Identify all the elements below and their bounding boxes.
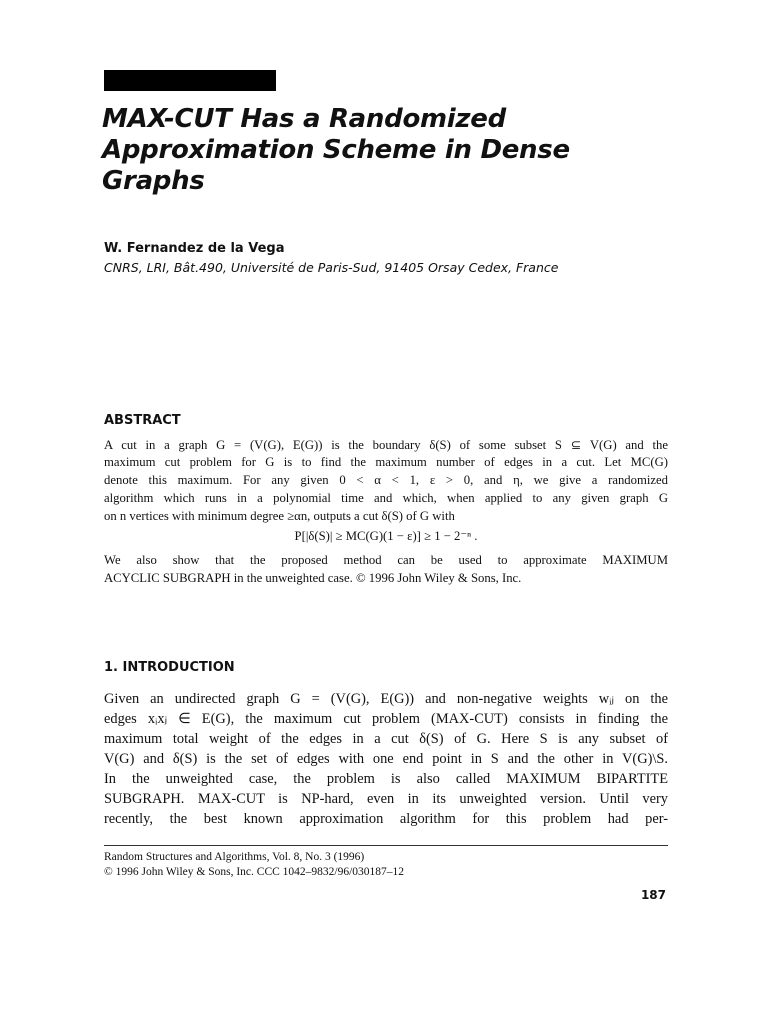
intro-line: edges xᵢxⱼ ∈ E(G), the maximum cut problem (MAX-CUT) consists in finding the [104, 711, 668, 727]
intro-line: In the unweighted case, the problem is also called MAXIMUM BIPARTITE [104, 771, 668, 787]
intro-line: Given an undirected graph G = (V(G), E(G)) and non-negative weights wᵢⱼ on the [104, 691, 668, 707]
abstract-heading: ABSTRACT [104, 413, 181, 428]
title-line: MAX-CUT Has a Randomized [102, 104, 506, 134]
intro-line: recently, the best known approximation algorithm for this problem had per- [104, 811, 668, 827]
abstract-line: maximum cut problem for G is to find the maximum number of edges in a cut. Let MC(G) [104, 455, 668, 469]
title-line: Approximation Scheme in Dense [102, 135, 570, 165]
introduction-heading: 1. INTRODUCTION [104, 660, 235, 675]
abstract-line: ACYCLIC SUBGRAPH in the unweighted case. © 1996 John Wiley & Sons, Inc. [104, 571, 522, 585]
author-name: W. Fernandez de la Vega [104, 241, 285, 256]
page-number: 187 [640, 888, 666, 902]
footnote-rule [104, 845, 668, 846]
intro-line: SUBGRAPH. MAX-CUT is NP-hard, even in its unweighted version. Until very [104, 791, 668, 807]
intro-line: V(G) and δ(S) is the set of edges with one end point in S and the other in V(G)\S. [104, 751, 668, 767]
copyright-line: © 1996 John Wiley & Sons, Inc. CCC 1042–9832/96/030187–12 [104, 866, 405, 878]
abstract-line: on n vertices with minimum degree ≥αn, outputs a cut δ(S) of G with [104, 509, 455, 523]
abstract-line: denote this maximum. For any given 0 < α < 1, ε > 0, and η, we give a randomized [104, 473, 668, 487]
article-title [102, 104, 662, 197]
intro-line: maximum total weight of the edges in a cut δ(S) of G. Here S is any subset of [104, 731, 668, 747]
journal-citation: Random Structures and Algorithms, Vol. 8, No. 3 (1996) [104, 851, 365, 863]
abstract-line: A cut in a graph G = (V(G), E(G)) is the boundary δ(S) of some subset S ⊆ V(G) and the [104, 438, 668, 452]
author-affiliation: CNRS, LRI, Bât.490, Université de Paris-Sud, 91405 Orsay Cedex, France [104, 260, 559, 275]
abstract-line: We also show that the proposed method can be used to approximate MAXIMUM [104, 553, 668, 567]
header-black-bar [104, 70, 276, 91]
abstract-line: algorithm which runs in a polynomial time and which, when applied to any given graph G [104, 491, 668, 505]
title-line: Graphs [102, 166, 205, 196]
abstract-equation: P[|δ(S)| ≥ MC(G)(1 − ε)] ≥ 1 − 2⁻ⁿ . [294, 529, 478, 543]
